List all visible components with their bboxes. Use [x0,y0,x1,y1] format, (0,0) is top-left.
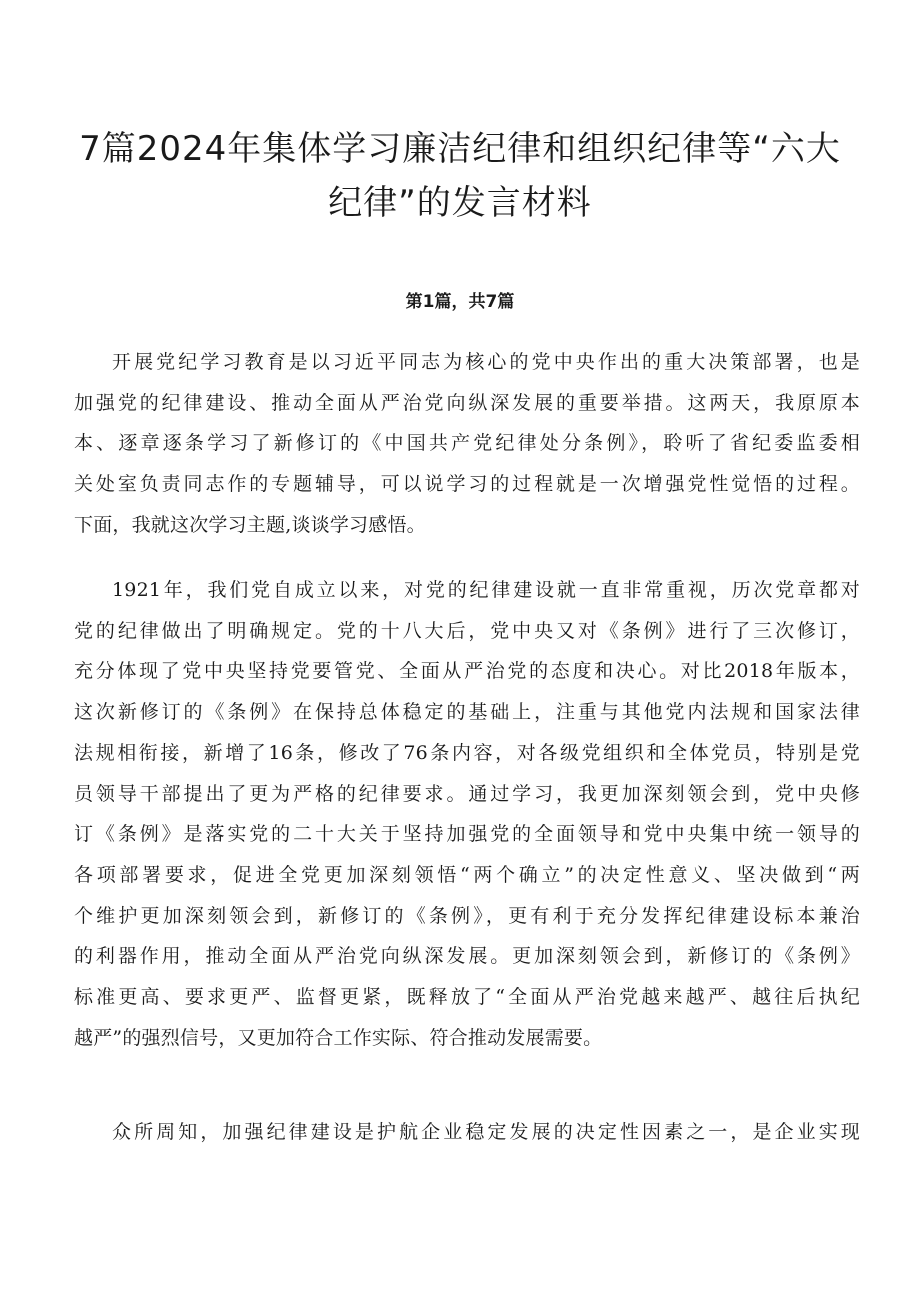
paragraph-line: 员领导干部提出了更为严格的纪律要求。通过学习，我更加深刻领会到，党中央修 [74,782,860,805]
paragraph-line: 1921年，我们党自成立以来，对党的纪律建设就一直非常重视，历次党章都对 [112,579,860,601]
paragraph-line: 充分体现了党中央坚持党要管党、全面从严治党的态度和决心。对比2018年版本， [74,660,860,683]
paragraph-line: 开展党纪学习教育是以习近平同志为核心的党中央作出的重大决策部署，也是 [112,351,860,373]
paragraph-3 [74,1112,860,1153]
paragraph-line: 订《条例》是落实党的二十大关于坚持加强党的全面领导和党中央集中统一领导的 [74,823,860,846]
paragraph-line: 加强党的纪律建设、推动全面从严治党向纵深发展的重要举措。这两天，我原原本 [74,391,860,414]
paragraph-line: 党的纪律做出了明确规定。党的十八大后，党中央又对《条例》进行了三次修订， [74,619,860,642]
paragraph-line: 各项部署要求，促进全党更加深刻领悟“两个确立”的决定性意义、坚决做到“两 [74,863,860,886]
paragraph-2 [74,570,860,1058]
paragraph-line: 本、逐章逐条学习了新修订的《中国共产党纪律处分条例》，聆听了省纪委监委相 [74,432,860,455]
paragraph-line: 越严”的强烈信号，又更加符合工作实际、符合推动发展需要。 [74,1026,603,1049]
document-title [60,122,860,230]
section-heading: 第1篇，共7篇 [405,292,515,312]
title-line: 纪律”的发言材料 [328,183,592,223]
paragraph-line: 的利器作用，推动全面从严治党向纵深发展。更加深刻领会到，新修订的《条例》 [74,945,860,968]
paragraph-line: 下面，我就这次学习主题,谈谈学习感悟。 [74,513,426,536]
paragraph-line: 众所周知，加强纪律建设是护航企业稳定发展的决定性因素之一，是企业实现 [112,1121,860,1143]
paragraph-line: 个维护更加深刻领会到，新修订的《条例》，更有利于充分发挥纪律建设标本兼治 [74,904,860,927]
paragraph-line: 关处室负责同志作的专题辅导，可以说学习的过程就是一次增强党性觉悟的过程。 [74,473,860,496]
paragraph-line: 标准更高、要求更严、监督更紧，既释放了“全面从严治党越来越严、越往后执纪 [74,986,860,1009]
title-line: 7篇2024年集体学习廉洁纪律和组织纪律等“六大 [79,129,841,169]
paragraph-line: 这次新修订的《条例》在保持总体稳定的基础上，注重与其他党内法规和国家法律 [74,701,860,724]
paragraph-line: 法规相衔接，新增了16条，修改了76条内容，对各级党组织和全体党员，特别是党 [74,741,860,764]
paragraph-1 [74,342,860,546]
